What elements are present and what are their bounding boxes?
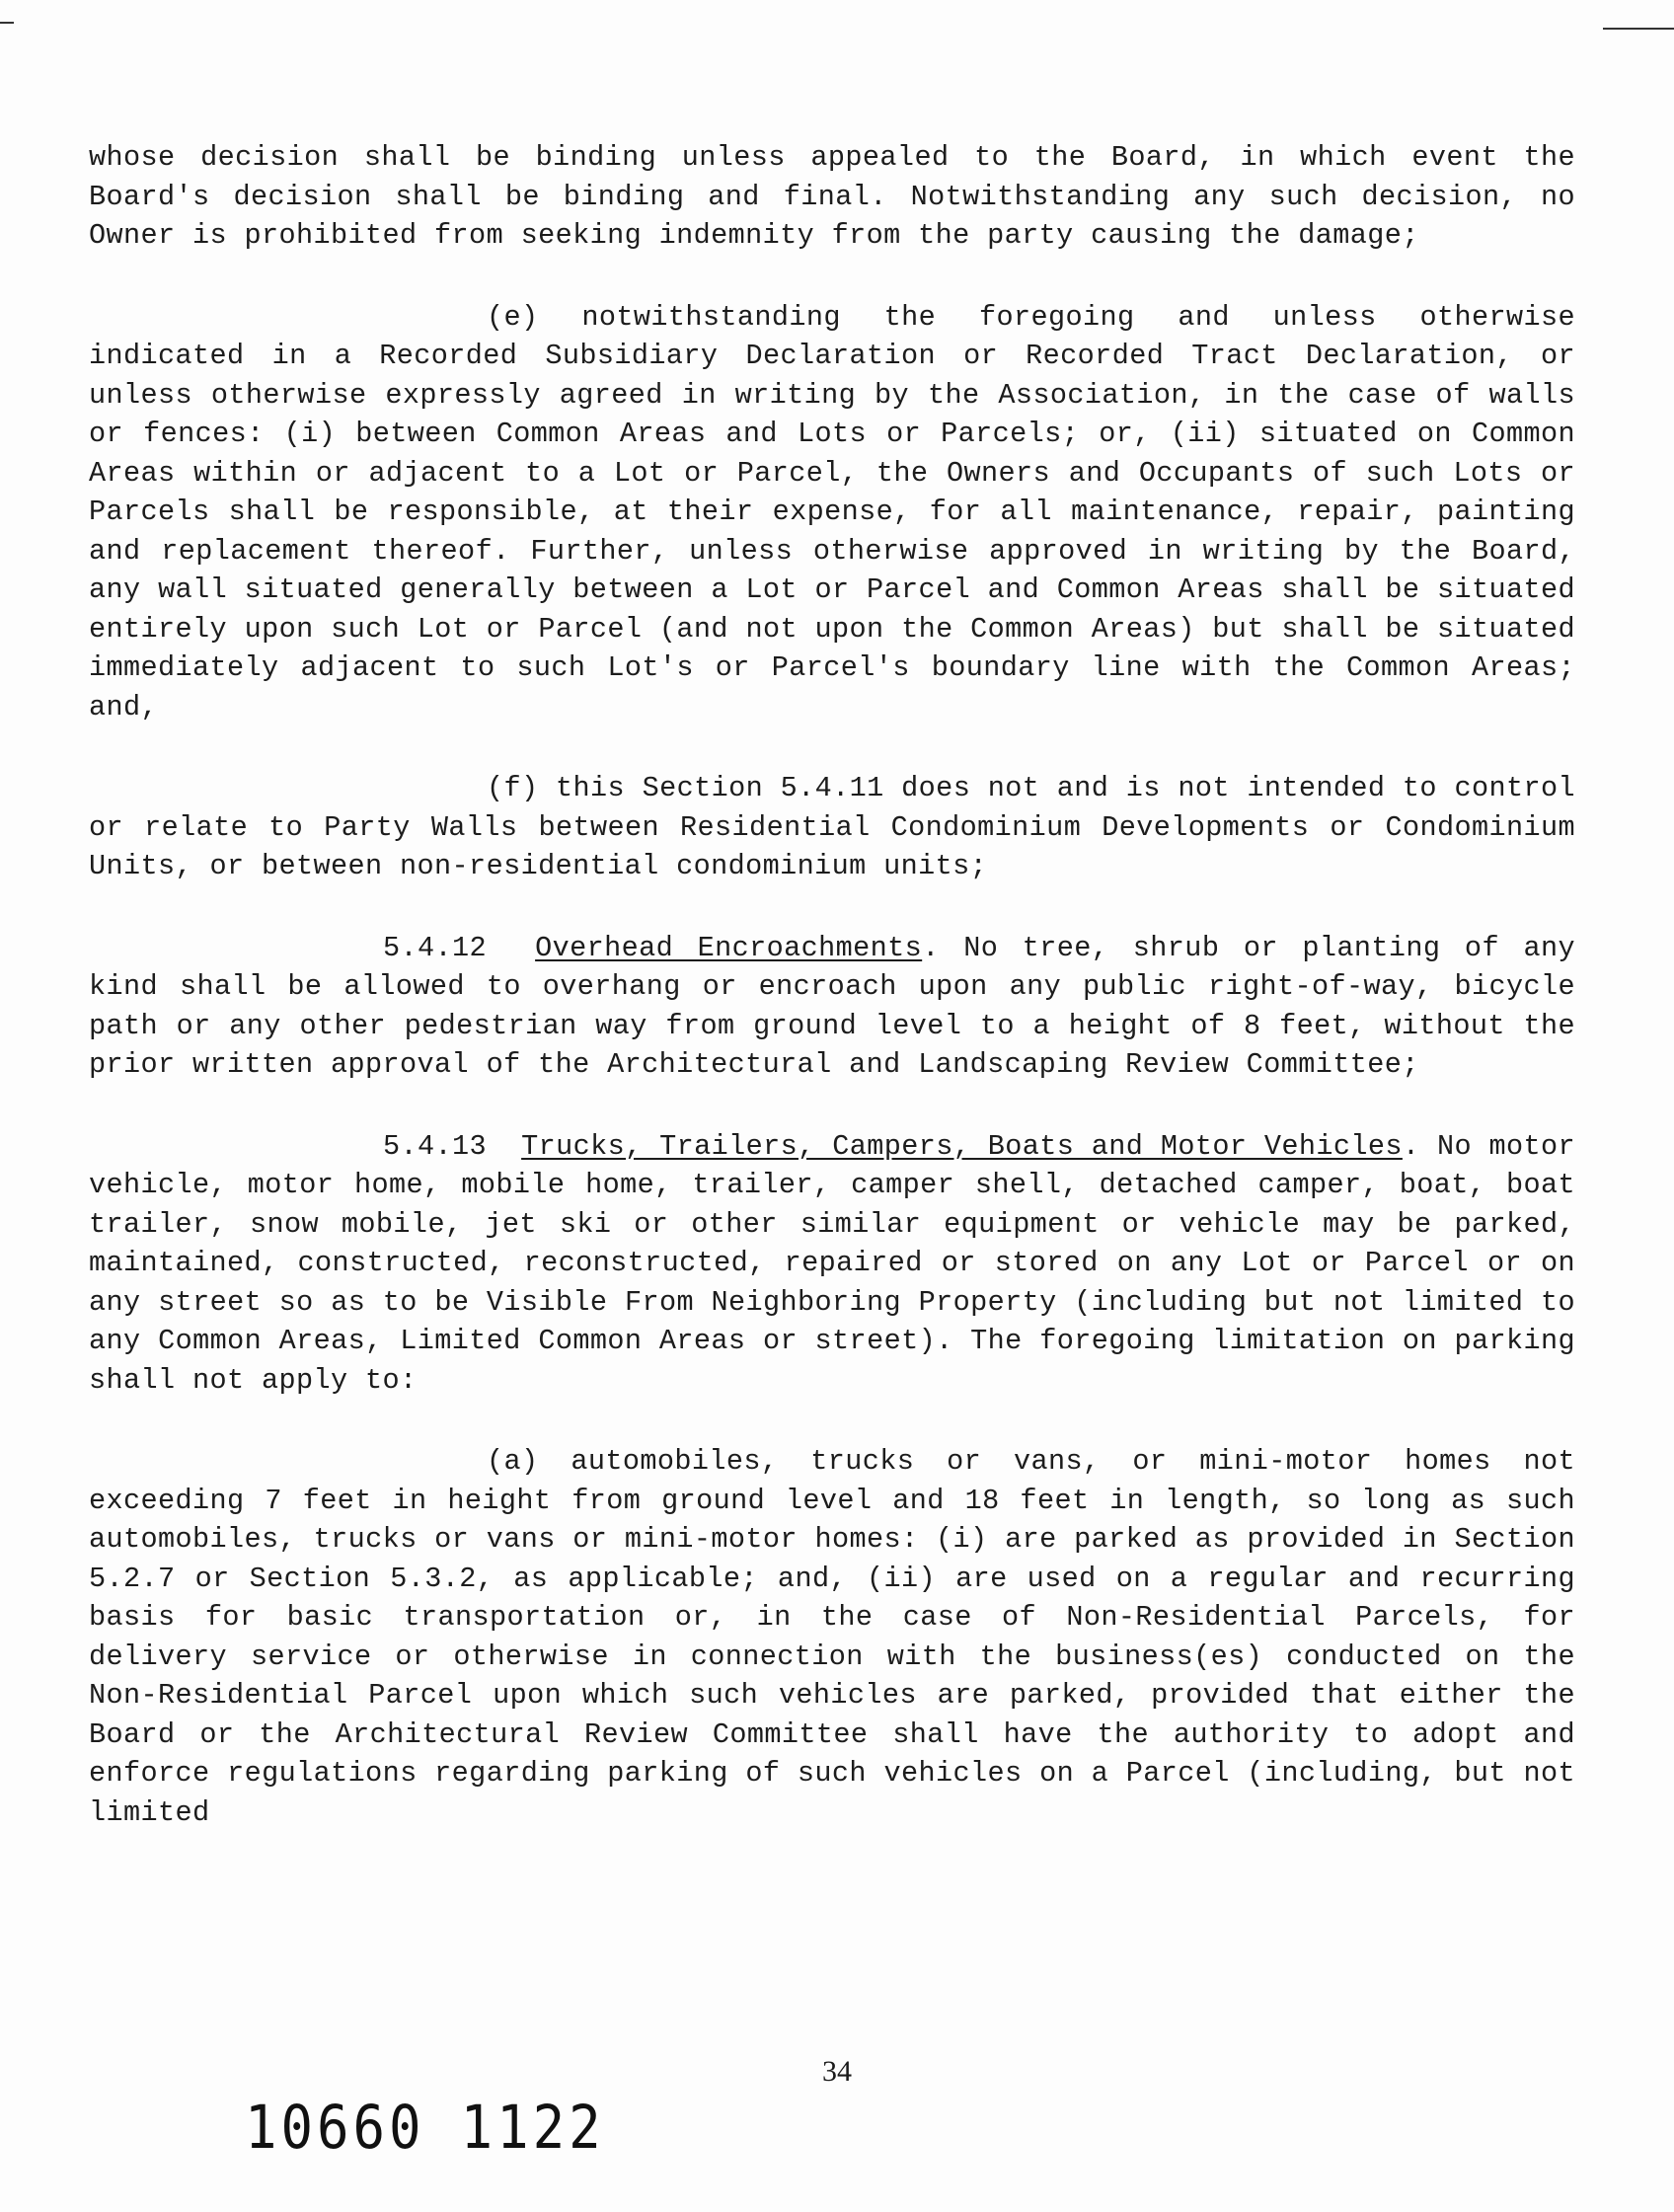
paragraph-text: (e) notwithstanding the foregoing and unless otherwise indicated in a Recorded Subsidiary Declaration or Recorded Tract Declaration, or unless otherwise expressly agreed in writing by the Association, in the case of walls or fences: (i) between Common Areas and Lots or Parcels; or, (ii) situated on Common Areas within or adjacent to a Lot or Parcel, the Owners and Occupants of such Lots or Parcels shall be responsible, at their expense, for all maintenance, repair, painting and replacement thereof. Further, unless otherwise approved in writing by the Board, any wall situated generally between a Lot or Parcel and Common Areas shall be situated entirely upon such Lot or Parcel (and not upon the Common Areas) but shall be situated immediately adjacent to such Lot's or Parcel's boundary line with the Common Areas; and, (89, 300, 1575, 724)
recording-page: 1122 (460, 2093, 605, 2163)
paragraph-text: whose decision shall be binding unless appealed to the Board, in which event the Board's decision shall be binding and final. Notwithstanding any such decision, no Owner is prohibited from seeking indemnity from the party causing the damage; (89, 141, 1575, 252)
paragraph-text: (a) automobiles, trucks or vans, or mini-motor homes not exceeding 7 feet in height from ground level and 18 feet in length, so long as such automobiles, trucks or vans or mini-motor homes: (i) are parked as provided in Section 5.2.7 or Section 5.3.2, as applicable; and, (ii) are used on a regular and recurring basis for basic transportation or, in the case of Non-Residential Parcels, for delivery service or otherwise in connection with the business(es) conducted on the Non-Residential Parcel upon which such vehicles are parked, provided that either the Board or the Architectural Review Committee shall have the authority to adopt and enforce regulations regarding parking of such vehicles on a Parcel (including, but not limited (89, 1445, 1575, 1829)
paragraph-f (89, 769, 1575, 886)
recording-stamp (245, 2093, 605, 2163)
scan-edge-mark (0, 22, 14, 24)
section-5-4-12 (89, 929, 1575, 1085)
section-heading: Overhead Encroachments (535, 931, 923, 964)
scan-edge-mark (1603, 28, 1674, 30)
recording-book: 10660 (245, 2093, 425, 2163)
paragraph-continued (89, 138, 1575, 256)
section-number: 5.4.12 (383, 931, 488, 964)
document-body (89, 138, 1575, 1874)
page-number: 34 (822, 2055, 852, 2088)
paragraph-text: . No tree, shrub or planting of any kind shall be allowed to overhang or encroach upon any public right-of-way, bicycle path or any other pedestrian way from ground level to a height of 8 feet, without the prior written approval of the Architectural and Landscaping Review Committee; (89, 931, 1575, 1081)
paragraph-text: . No motor vehicle, motor home, mobile home, trailer, camper shell, detached camper, boat, boat trailer, snow mobile, jet ski or other similar equipment or vehicle may be parked, maintained, constructed, reconstructed, repaired or stored on any Lot or Parcel or on any street so as to be Visible From Neighboring Property (including but not limited to any Common Areas, Limited Common Areas or street). The foregoing limitation on parking shall not apply to: (89, 1129, 1575, 1397)
paragraph-e (89, 298, 1575, 727)
section-number: 5.4.13 (383, 1129, 488, 1163)
section-heading: Trucks, Trailers, Campers, Boats and Motor Vehicles (521, 1129, 1403, 1163)
section-5-4-13 (89, 1127, 1575, 1401)
paragraph-a (89, 1442, 1575, 1832)
paragraph-text: (f) this Section 5.4.11 does not and is not intended to control or relate to Party Walls between Residential Condominium Developments or Condominium Units, or between non-residential condominium units; (89, 772, 1575, 882)
